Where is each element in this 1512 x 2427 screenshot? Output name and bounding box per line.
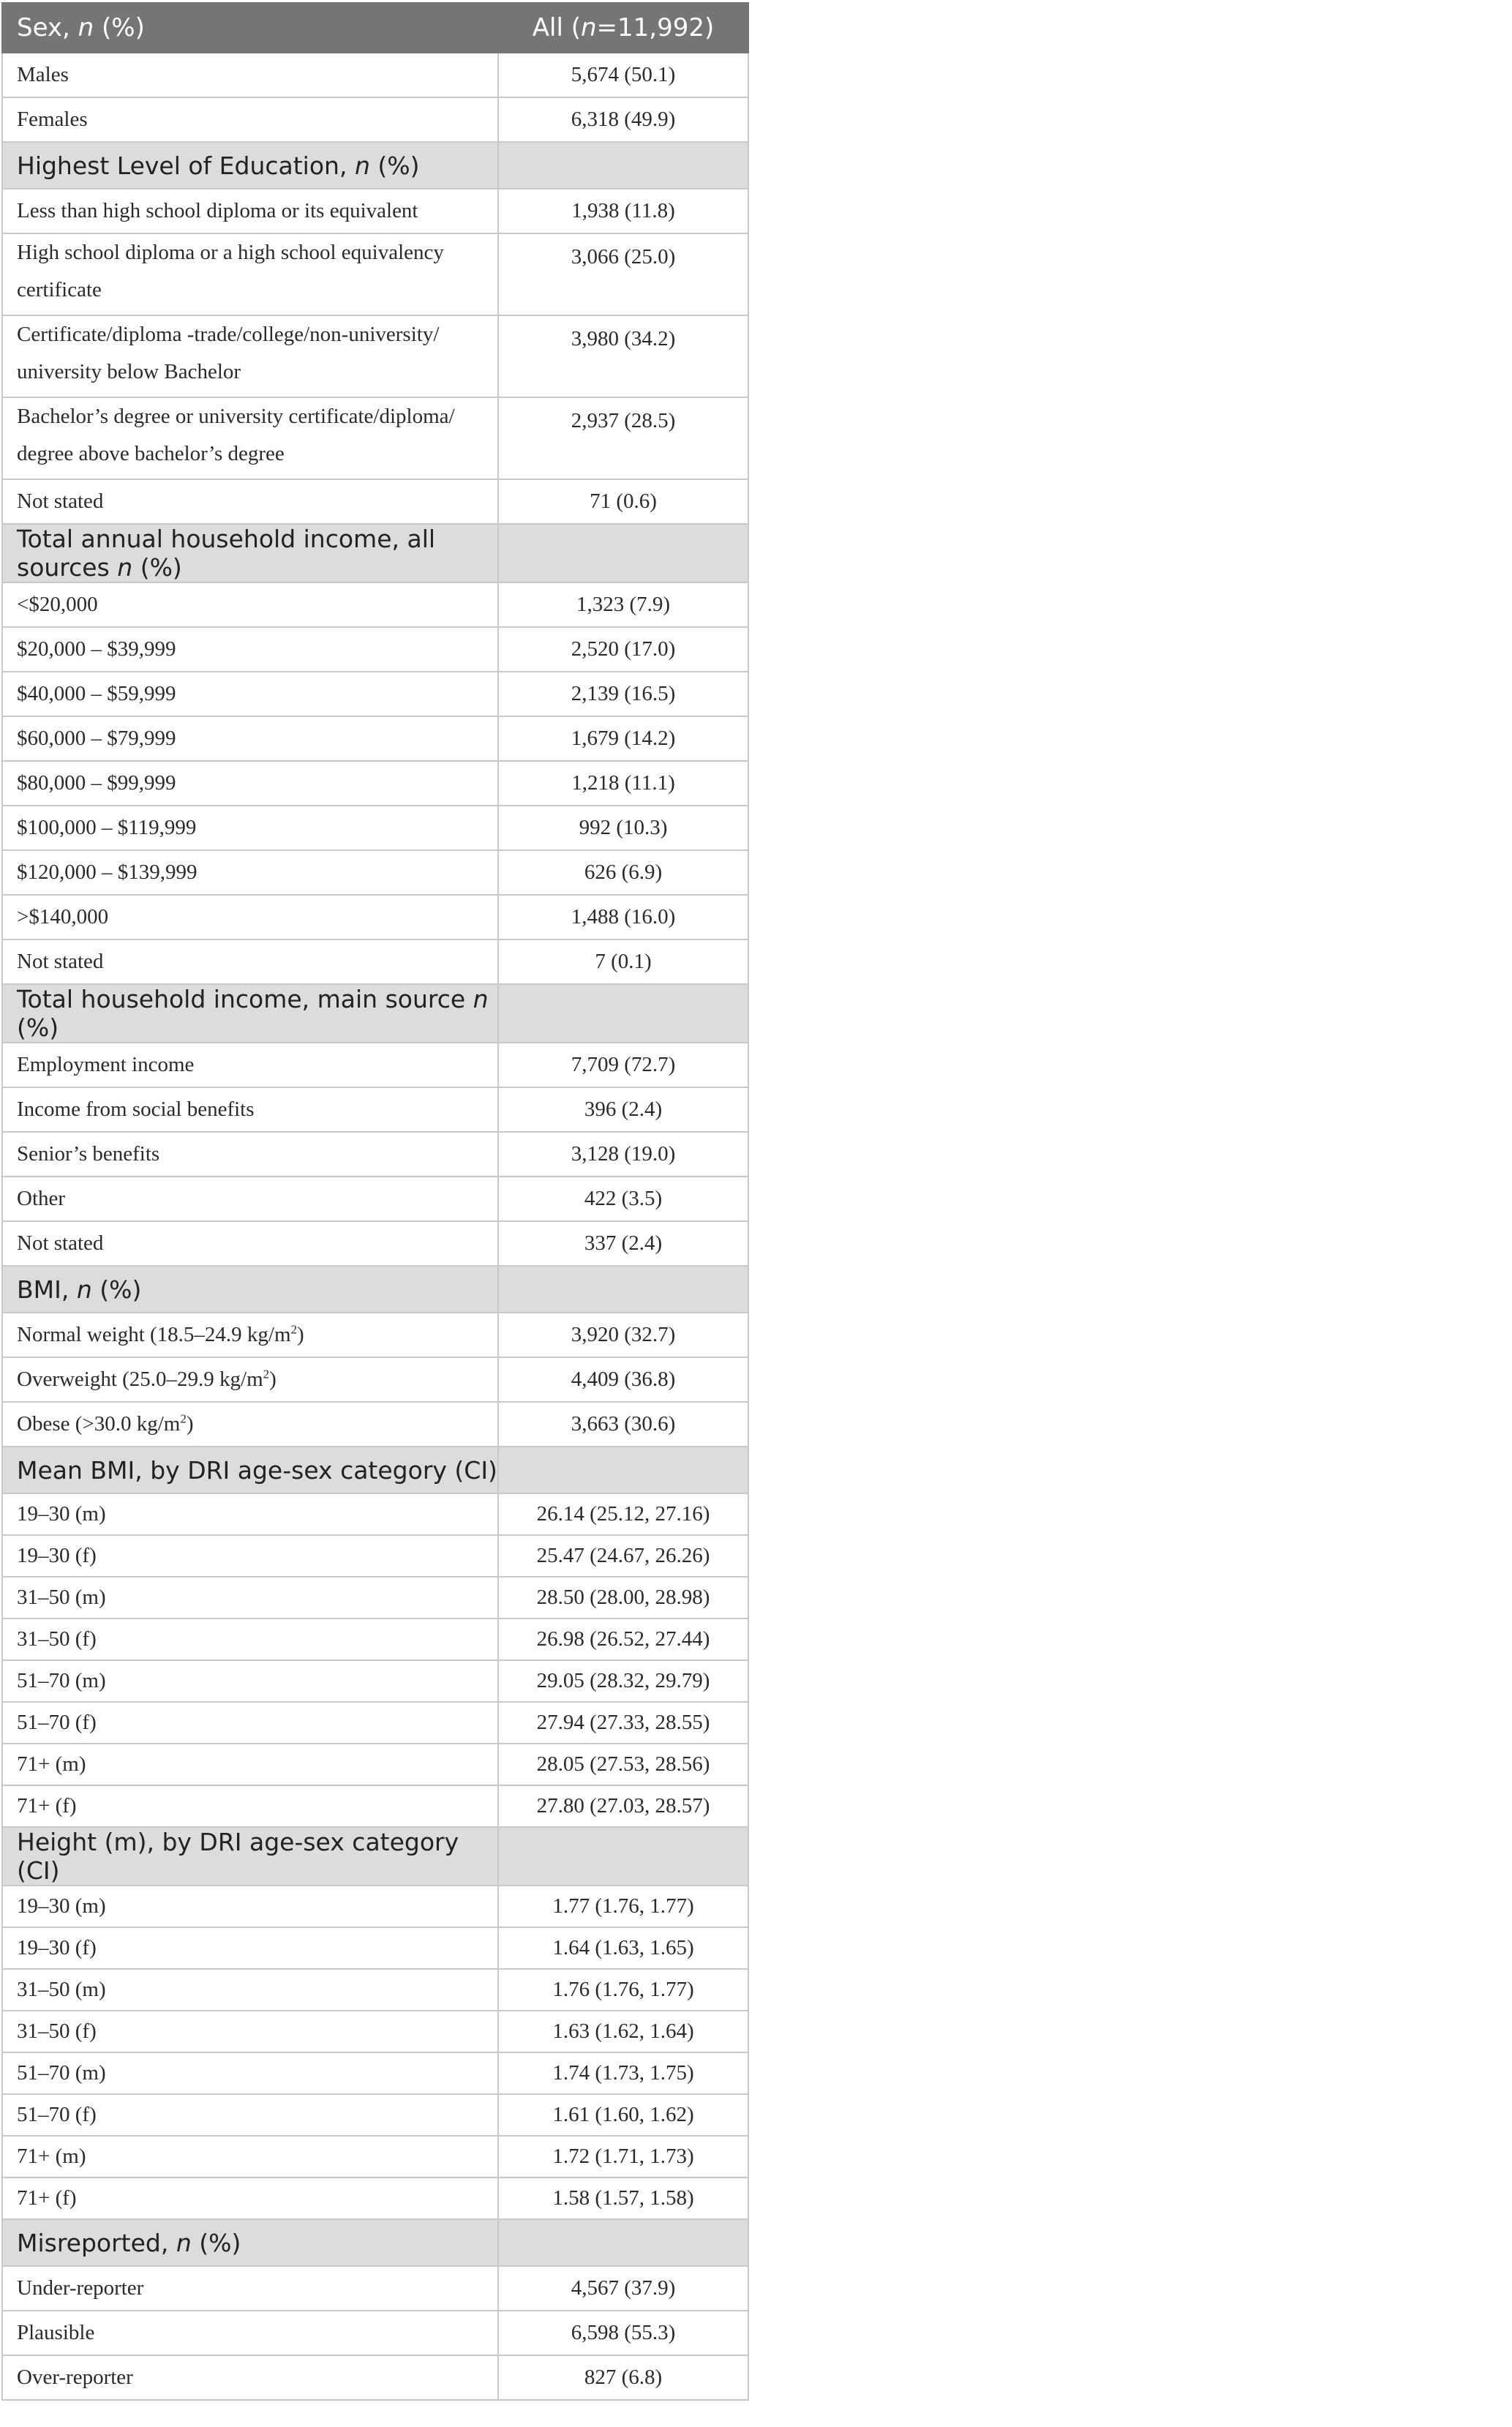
row-label: Not stated — [2, 1221, 498, 1266]
row-label: Certificate/diploma -trade/college/non-university/ university below Bachelor — [2, 315, 498, 397]
section-value-blank — [498, 1827, 748, 1886]
row-label: 51–70 (m) — [2, 1660, 498, 1702]
section-title: Total annual household income, all sources n (%) — [2, 524, 498, 582]
row-value: 5,674 (50.1) — [498, 53, 748, 97]
row-value: 1.63 (1.62, 1.64) — [498, 2011, 748, 2052]
row-label: 71+ (f) — [2, 1785, 498, 1827]
row-value: 1.74 (1.73, 1.75) — [498, 2052, 748, 2094]
table-row — [2, 582, 748, 627]
row-value: 71 (0.6) — [498, 479, 748, 524]
section-value-blank — [498, 524, 748, 582]
row-label: Other — [2, 1177, 498, 1221]
row-value: 1,938 (11.8) — [498, 189, 748, 233]
table-row — [2, 2011, 748, 2052]
table-row — [2, 189, 748, 233]
row-value: 1.72 (1.71, 1.73) — [498, 2136, 748, 2177]
table-row — [2, 1493, 748, 1535]
table-row — [2, 1043, 748, 1087]
table-row — [2, 1785, 748, 1827]
table-row — [2, 1313, 748, 1357]
table-row — [2, 1577, 748, 1618]
row-label: Plausible — [2, 2311, 498, 2355]
table-row — [2, 1221, 748, 1266]
row-value: 7 (0.1) — [498, 939, 748, 984]
row-label: 19–30 (f) — [2, 1535, 498, 1577]
row-value: 1,323 (7.9) — [498, 582, 748, 627]
header-row — [2, 3, 748, 53]
table-row — [2, 716, 748, 761]
row-value: 1.58 (1.57, 1.58) — [498, 2177, 748, 2219]
table-row — [2, 1969, 748, 2011]
table-row — [2, 1087, 748, 1132]
table-row — [2, 1618, 748, 1660]
row-value: 26.98 (26.52, 27.44) — [498, 1618, 748, 1660]
row-value: 626 (6.9) — [498, 850, 748, 895]
row-label: Over-reporter — [2, 2355, 498, 2400]
table-row — [2, 397, 748, 479]
table-row — [2, 2177, 748, 2219]
demographics-table-container — [1, 2, 748, 2401]
section-title: BMI, n (%) — [2, 1266, 498, 1313]
row-label: $100,000 – $119,999 — [2, 806, 498, 850]
row-value: 4,409 (36.8) — [498, 1357, 748, 1402]
row-label: >$140,000 — [2, 895, 498, 939]
section-header-income-main — [2, 984, 748, 1043]
row-value: 2,937 (28.5) — [498, 397, 748, 479]
row-value: 3,663 (30.6) — [498, 1402, 748, 1447]
row-label: Under-reporter — [2, 2266, 498, 2311]
table-row — [2, 1535, 748, 1577]
table-row — [2, 850, 748, 895]
row-label: Senior’s benefits — [2, 1132, 498, 1177]
section-value-blank — [498, 1447, 748, 1493]
section-header-income-all — [2, 524, 748, 582]
section-value-blank — [498, 1266, 748, 1313]
row-label: High school diploma or a high school equivalency certificate — [2, 233, 498, 315]
row-value: 1,679 (14.2) — [498, 716, 748, 761]
table-row — [2, 1886, 748, 1927]
row-label: $60,000 – $79,999 — [2, 716, 498, 761]
table-row — [2, 53, 748, 97]
row-label: 31–50 (m) — [2, 1577, 498, 1618]
table-row — [2, 895, 748, 939]
row-value: 337 (2.4) — [498, 1221, 748, 1266]
table-row — [2, 1357, 748, 1402]
section-header-height — [2, 1827, 748, 1886]
section-header-education — [2, 142, 748, 189]
row-label: Normal weight (18.5–24.9 $kg/m^2$) — [2, 1313, 498, 1357]
row-value: 26.14 (25.12, 27.16) — [498, 1493, 748, 1535]
row-label: 31–50 (f) — [2, 2011, 498, 2052]
header-sex: Sex, n (%) — [2, 3, 498, 53]
row-value: 6,318 (49.9) — [498, 97, 748, 142]
row-value: 3,066 (25.0) — [498, 233, 748, 315]
row-label: Overweight (25.0–29.9 $kg/m^2$) — [2, 1357, 498, 1402]
row-value: 2,520 (17.0) — [498, 627, 748, 672]
row-value: 1,218 (11.1) — [498, 761, 748, 806]
demographics-table — [1, 2, 749, 2401]
row-value: 3,128 (19.0) — [498, 1132, 748, 1177]
header-all: All (n=11,992) — [498, 3, 748, 53]
row-label: 71+ (m) — [2, 1744, 498, 1785]
row-label: 51–70 (f) — [2, 1702, 498, 1744]
section-title: Highest Level of Education, n (%) — [2, 142, 498, 189]
table-row — [2, 627, 748, 672]
table-row — [2, 2094, 748, 2136]
table-row — [2, 97, 748, 142]
row-value: 27.80 (27.03, 28.57) — [498, 1785, 748, 1827]
row-value: 992 (10.3) — [498, 806, 748, 850]
row-label: Not stated — [2, 479, 498, 524]
section-header-misreported — [2, 2219, 748, 2266]
row-label: Obese (>30.0 $kg/m^2$) — [2, 1402, 498, 1447]
row-value: 422 (3.5) — [498, 1177, 748, 1221]
table-row — [2, 1660, 748, 1702]
section-value-blank — [498, 984, 748, 1043]
row-value: 2,139 (16.5) — [498, 672, 748, 716]
row-value: 4,567 (37.9) — [498, 2266, 748, 2311]
row-label: 31–50 (f) — [2, 1618, 498, 1660]
row-value: 396 (2.4) — [498, 1087, 748, 1132]
table-row — [2, 315, 748, 397]
row-value: 28.05 (27.53, 28.56) — [498, 1744, 748, 1785]
row-value: 1.64 (1.63, 1.65) — [498, 1927, 748, 1969]
table-row — [2, 1177, 748, 1221]
section-header-bmi — [2, 1266, 748, 1313]
row-value: 827 (6.8) — [498, 2355, 748, 2400]
row-label: Income from social benefits — [2, 1087, 498, 1132]
row-label: Not stated — [2, 939, 498, 984]
row-label: 19–30 (m) — [2, 1493, 498, 1535]
table-row — [2, 2136, 748, 2177]
row-label: <$20,000 — [2, 582, 498, 627]
row-value: 28.50 (28.00, 28.98) — [498, 1577, 748, 1618]
row-value: 25.47 (24.67, 26.26) — [498, 1535, 748, 1577]
row-label: 71+ (f) — [2, 2177, 498, 2219]
section-value-blank — [498, 2219, 748, 2266]
table-row — [2, 2311, 748, 2355]
row-label: 19–30 (f) — [2, 1927, 498, 1969]
row-label: $20,000 – $39,999 — [2, 627, 498, 672]
row-label: 51–70 (f) — [2, 2094, 498, 2136]
row-value: 1.61 (1.60, 1.62) — [498, 2094, 748, 2136]
row-label: $120,000 – $139,999 — [2, 850, 498, 895]
row-label: Employment income — [2, 1043, 498, 1087]
row-label: 71+ (m) — [2, 2136, 498, 2177]
row-label: Bachelor’s degree or university certificate/diploma/ degree above bachelor’s degree — [2, 397, 498, 479]
section-value-blank — [498, 142, 748, 189]
row-value: 3,980 (34.2) — [498, 315, 748, 397]
row-label: Males — [2, 53, 498, 97]
row-label: $80,000 – $99,999 — [2, 761, 498, 806]
table-row — [2, 1402, 748, 1447]
row-label: Less than high school diploma or its equivalent — [2, 189, 498, 233]
section-header-mean-bmi — [2, 1447, 748, 1493]
table-row — [2, 672, 748, 716]
row-label: $40,000 – $59,999 — [2, 672, 498, 716]
section-title: Mean BMI, by DRI age-sex category (CI) — [2, 1447, 498, 1493]
section-title: Total household income, main source n (%) — [2, 984, 498, 1043]
row-label: Females — [2, 97, 498, 142]
table-row — [2, 233, 748, 315]
table-row — [2, 1702, 748, 1744]
table-row — [2, 2355, 748, 2400]
table-row — [2, 806, 748, 850]
row-value: 1.76 (1.76, 1.77) — [498, 1969, 748, 2011]
row-value: 3,920 (32.7) — [498, 1313, 748, 1357]
table-row — [2, 2266, 748, 2311]
table-row — [2, 1927, 748, 1969]
table-row — [2, 1744, 748, 1785]
row-value: 1.77 (1.76, 1.77) — [498, 1886, 748, 1927]
table-row — [2, 2052, 748, 2094]
row-label: 51–70 (m) — [2, 2052, 498, 2094]
table-row — [2, 761, 748, 806]
section-title: Height (m), by DRI age-sex category (CI) — [2, 1827, 498, 1886]
row-value: 1,488 (16.0) — [498, 895, 748, 939]
row-value: 7,709 (72.7) — [498, 1043, 748, 1087]
table-row — [2, 939, 748, 984]
section-title: Misreported, n (%) — [2, 2219, 498, 2266]
table-row — [2, 1132, 748, 1177]
row-label: 19–30 (m) — [2, 1886, 498, 1927]
row-value: 6,598 (55.3) — [498, 2311, 748, 2355]
table-row — [2, 479, 748, 524]
row-value: 27.94 (27.33, 28.55) — [498, 1702, 748, 1744]
row-value: 29.05 (28.32, 29.79) — [498, 1660, 748, 1702]
row-label: 31–50 (m) — [2, 1969, 498, 2011]
